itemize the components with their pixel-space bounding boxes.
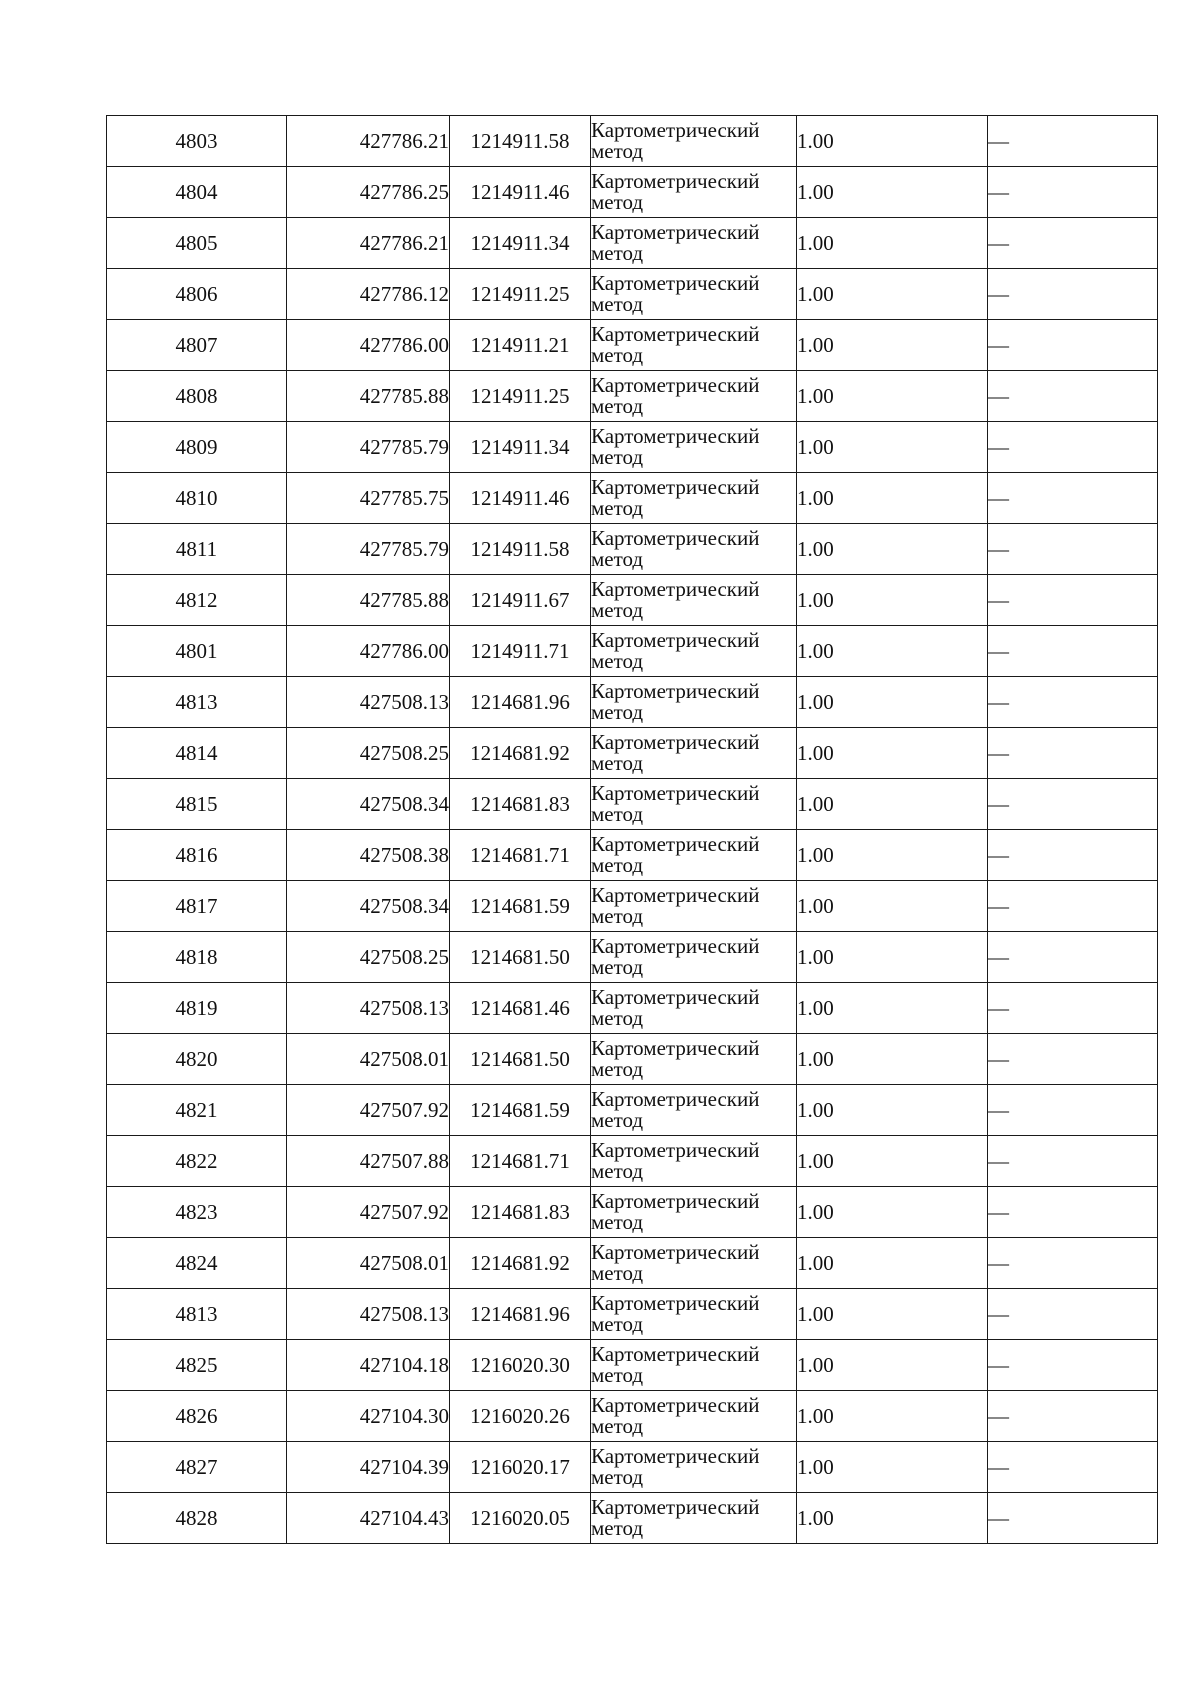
x-coordinate-cell: 427508.38: [287, 830, 450, 881]
x-coordinate-cell: 427104.39: [287, 1442, 450, 1493]
table-row: [107, 1442, 1158, 1493]
x-coordinate-cell: 427508.34: [287, 881, 450, 932]
x-coordinate-cell: 427508.34: [287, 779, 450, 830]
accuracy-cell: 1.00: [797, 269, 988, 320]
accuracy-cell: 1.00: [797, 218, 988, 269]
y-coordinate-cell: 1214911.21: [450, 320, 591, 371]
method-cell: Картометрический метод: [591, 422, 797, 473]
note-cell: —: [988, 218, 1158, 269]
point-number-cell: 4807: [107, 320, 287, 371]
table-row: [107, 881, 1158, 932]
y-coordinate-cell: 1216020.26: [450, 1391, 591, 1442]
point-number-cell: 4813: [107, 677, 287, 728]
point-number-cell: 4819: [107, 983, 287, 1034]
method-cell: Картометрический метод: [591, 575, 797, 626]
y-coordinate-cell: 1214681.92: [450, 728, 591, 779]
y-coordinate-cell: 1214681.50: [450, 932, 591, 983]
method-cell: Картометрический метод: [591, 473, 797, 524]
method-cell: Картометрический метод: [591, 779, 797, 830]
y-coordinate-cell: 1214681.96: [450, 677, 591, 728]
table-row: [107, 473, 1158, 524]
y-coordinate-cell: 1214681.59: [450, 1085, 591, 1136]
note-cell: —: [988, 1187, 1158, 1238]
accuracy-cell: 1.00: [797, 1493, 988, 1544]
table-row: [107, 1034, 1158, 1085]
method-cell: Картометрический метод: [591, 116, 797, 167]
accuracy-cell: 1.00: [797, 371, 988, 422]
point-number-cell: 4818: [107, 932, 287, 983]
coordinates-table-body: [107, 116, 1158, 1544]
table-row: [107, 1391, 1158, 1442]
method-cell: Картометрический метод: [591, 1289, 797, 1340]
accuracy-cell: 1.00: [797, 1289, 988, 1340]
method-cell: Картометрический метод: [591, 830, 797, 881]
table-row: [107, 677, 1158, 728]
point-number-cell: 4825: [107, 1340, 287, 1391]
accuracy-cell: 1.00: [797, 473, 988, 524]
note-cell: —: [988, 881, 1158, 932]
x-coordinate-cell: 427785.79: [287, 422, 450, 473]
x-coordinate-cell: 427508.25: [287, 932, 450, 983]
y-coordinate-cell: 1214911.25: [450, 269, 591, 320]
point-number-cell: 4811: [107, 524, 287, 575]
accuracy-cell: 1.00: [797, 830, 988, 881]
point-number-cell: 4809: [107, 422, 287, 473]
table-row: [107, 728, 1158, 779]
method-cell: Картометрический метод: [591, 983, 797, 1034]
x-coordinate-cell: 427786.21: [287, 116, 450, 167]
table-row: [107, 320, 1158, 371]
table-row: [107, 575, 1158, 626]
y-coordinate-cell: 1214681.83: [450, 1187, 591, 1238]
table-row: [107, 830, 1158, 881]
method-cell: Картометрический метод: [591, 932, 797, 983]
accuracy-cell: 1.00: [797, 1391, 988, 1442]
note-cell: —: [988, 524, 1158, 575]
point-number-cell: 4808: [107, 371, 287, 422]
point-number-cell: 4803: [107, 116, 287, 167]
accuracy-cell: 1.00: [797, 524, 988, 575]
point-number-cell: 4828: [107, 1493, 287, 1544]
accuracy-cell: 1.00: [797, 1442, 988, 1493]
table-row: [107, 1187, 1158, 1238]
point-number-cell: 4801: [107, 626, 287, 677]
note-cell: —: [988, 1238, 1158, 1289]
table-row: [107, 524, 1158, 575]
y-coordinate-cell: 1214911.46: [450, 473, 591, 524]
coordinates-table: [106, 115, 1158, 1544]
y-coordinate-cell: 1214681.46: [450, 983, 591, 1034]
method-cell: Картометрический метод: [591, 626, 797, 677]
note-cell: —: [988, 473, 1158, 524]
note-cell: —: [988, 1340, 1158, 1391]
table-row: [107, 1238, 1158, 1289]
y-coordinate-cell: 1216020.30: [450, 1340, 591, 1391]
x-coordinate-cell: 427508.01: [287, 1034, 450, 1085]
accuracy-cell: 1.00: [797, 320, 988, 371]
y-coordinate-cell: 1214681.50: [450, 1034, 591, 1085]
method-cell: Картометрический метод: [591, 167, 797, 218]
note-cell: —: [988, 626, 1158, 677]
x-coordinate-cell: 427507.92: [287, 1187, 450, 1238]
method-cell: Картометрический метод: [591, 1340, 797, 1391]
note-cell: —: [988, 320, 1158, 371]
note-cell: —: [988, 983, 1158, 1034]
accuracy-cell: 1.00: [797, 422, 988, 473]
y-coordinate-cell: 1214681.71: [450, 830, 591, 881]
x-coordinate-cell: 427508.13: [287, 677, 450, 728]
method-cell: Картометрический метод: [591, 1238, 797, 1289]
y-coordinate-cell: 1216020.17: [450, 1442, 591, 1493]
y-coordinate-cell: 1214911.71: [450, 626, 591, 677]
table-row: [107, 1289, 1158, 1340]
point-number-cell: 4827: [107, 1442, 287, 1493]
method-cell: Картометрический метод: [591, 320, 797, 371]
method-cell: Картометрический метод: [591, 1493, 797, 1544]
note-cell: —: [988, 167, 1158, 218]
method-cell: Картометрический метод: [591, 371, 797, 422]
point-number-cell: 4805: [107, 218, 287, 269]
point-number-cell: 4820: [107, 1034, 287, 1085]
x-coordinate-cell: 427508.13: [287, 1289, 450, 1340]
accuracy-cell: 1.00: [797, 575, 988, 626]
note-cell: —: [988, 779, 1158, 830]
point-number-cell: 4814: [107, 728, 287, 779]
table-row: [107, 167, 1158, 218]
method-cell: Картометрический метод: [591, 1187, 797, 1238]
accuracy-cell: 1.00: [797, 1136, 988, 1187]
point-number-cell: 4806: [107, 269, 287, 320]
y-coordinate-cell: 1214681.59: [450, 881, 591, 932]
x-coordinate-cell: 427508.01: [287, 1238, 450, 1289]
method-cell: Картометрический метод: [591, 881, 797, 932]
note-cell: —: [988, 371, 1158, 422]
table-row: [107, 116, 1158, 167]
point-number-cell: 4817: [107, 881, 287, 932]
table-row: [107, 779, 1158, 830]
method-cell: Картометрический метод: [591, 218, 797, 269]
table-row: [107, 932, 1158, 983]
accuracy-cell: 1.00: [797, 1340, 988, 1391]
note-cell: —: [988, 1493, 1158, 1544]
table-row: [107, 1085, 1158, 1136]
accuracy-cell: 1.00: [797, 1187, 988, 1238]
accuracy-cell: 1.00: [797, 1238, 988, 1289]
table-row: [107, 1340, 1158, 1391]
accuracy-cell: 1.00: [797, 626, 988, 677]
table-row: [107, 371, 1158, 422]
point-number-cell: 4826: [107, 1391, 287, 1442]
accuracy-cell: 1.00: [797, 728, 988, 779]
x-coordinate-cell: 427104.30: [287, 1391, 450, 1442]
note-cell: —: [988, 830, 1158, 881]
table-row: [107, 1493, 1158, 1544]
note-cell: —: [988, 575, 1158, 626]
x-coordinate-cell: 427786.25: [287, 167, 450, 218]
note-cell: —: [988, 728, 1158, 779]
accuracy-cell: 1.00: [797, 983, 988, 1034]
note-cell: —: [988, 422, 1158, 473]
accuracy-cell: 1.00: [797, 932, 988, 983]
point-number-cell: 4815: [107, 779, 287, 830]
x-coordinate-cell: 427104.18: [287, 1340, 450, 1391]
method-cell: Картометрический метод: [591, 728, 797, 779]
table-row: [107, 422, 1158, 473]
point-number-cell: 4824: [107, 1238, 287, 1289]
method-cell: Картометрический метод: [591, 524, 797, 575]
x-coordinate-cell: 427786.00: [287, 320, 450, 371]
accuracy-cell: 1.00: [797, 881, 988, 932]
method-cell: Картометрический метод: [591, 269, 797, 320]
y-coordinate-cell: 1214681.71: [450, 1136, 591, 1187]
point-number-cell: 4816: [107, 830, 287, 881]
method-cell: Картометрический метод: [591, 1442, 797, 1493]
y-coordinate-cell: 1214911.25: [450, 371, 591, 422]
x-coordinate-cell: 427786.00: [287, 626, 450, 677]
y-coordinate-cell: 1216020.05: [450, 1493, 591, 1544]
point-number-cell: 4804: [107, 167, 287, 218]
x-coordinate-cell: 427786.12: [287, 269, 450, 320]
accuracy-cell: 1.00: [797, 677, 988, 728]
note-cell: —: [988, 269, 1158, 320]
y-coordinate-cell: 1214911.58: [450, 116, 591, 167]
y-coordinate-cell: 1214911.34: [450, 422, 591, 473]
accuracy-cell: 1.00: [797, 779, 988, 830]
x-coordinate-cell: 427104.43: [287, 1493, 450, 1544]
x-coordinate-cell: 427508.25: [287, 728, 450, 779]
accuracy-cell: 1.00: [797, 1034, 988, 1085]
point-number-cell: 4822: [107, 1136, 287, 1187]
table-row: [107, 983, 1158, 1034]
note-cell: —: [988, 932, 1158, 983]
x-coordinate-cell: 427785.79: [287, 524, 450, 575]
x-coordinate-cell: 427507.88: [287, 1136, 450, 1187]
y-coordinate-cell: 1214681.83: [450, 779, 591, 830]
x-coordinate-cell: 427785.88: [287, 371, 450, 422]
note-cell: —: [988, 1034, 1158, 1085]
y-coordinate-cell: 1214681.96: [450, 1289, 591, 1340]
point-number-cell: 4823: [107, 1187, 287, 1238]
table-row: [107, 1136, 1158, 1187]
x-coordinate-cell: 427785.88: [287, 575, 450, 626]
point-number-cell: 4810: [107, 473, 287, 524]
method-cell: Картометрический метод: [591, 1136, 797, 1187]
x-coordinate-cell: 427785.75: [287, 473, 450, 524]
accuracy-cell: 1.00: [797, 116, 988, 167]
method-cell: Картометрический метод: [591, 677, 797, 728]
x-coordinate-cell: 427786.21: [287, 218, 450, 269]
y-coordinate-cell: 1214681.92: [450, 1238, 591, 1289]
point-number-cell: 4821: [107, 1085, 287, 1136]
y-coordinate-cell: 1214911.67: [450, 575, 591, 626]
point-number-cell: 4812: [107, 575, 287, 626]
accuracy-cell: 1.00: [797, 167, 988, 218]
accuracy-cell: 1.00: [797, 1085, 988, 1136]
y-coordinate-cell: 1214911.34: [450, 218, 591, 269]
point-number-cell: 4813: [107, 1289, 287, 1340]
method-cell: Картометрический метод: [591, 1085, 797, 1136]
y-coordinate-cell: 1214911.58: [450, 524, 591, 575]
method-cell: Картометрический метод: [591, 1034, 797, 1085]
note-cell: —: [988, 677, 1158, 728]
table-row: [107, 218, 1158, 269]
table-row: [107, 626, 1158, 677]
note-cell: —: [988, 1085, 1158, 1136]
method-cell: Картометрический метод: [591, 1391, 797, 1442]
note-cell: —: [988, 116, 1158, 167]
note-cell: —: [988, 1442, 1158, 1493]
y-coordinate-cell: 1214911.46: [450, 167, 591, 218]
x-coordinate-cell: 427508.13: [287, 983, 450, 1034]
x-coordinate-cell: 427507.92: [287, 1085, 450, 1136]
table-row: [107, 269, 1158, 320]
note-cell: —: [988, 1391, 1158, 1442]
note-cell: —: [988, 1289, 1158, 1340]
note-cell: —: [988, 1136, 1158, 1187]
